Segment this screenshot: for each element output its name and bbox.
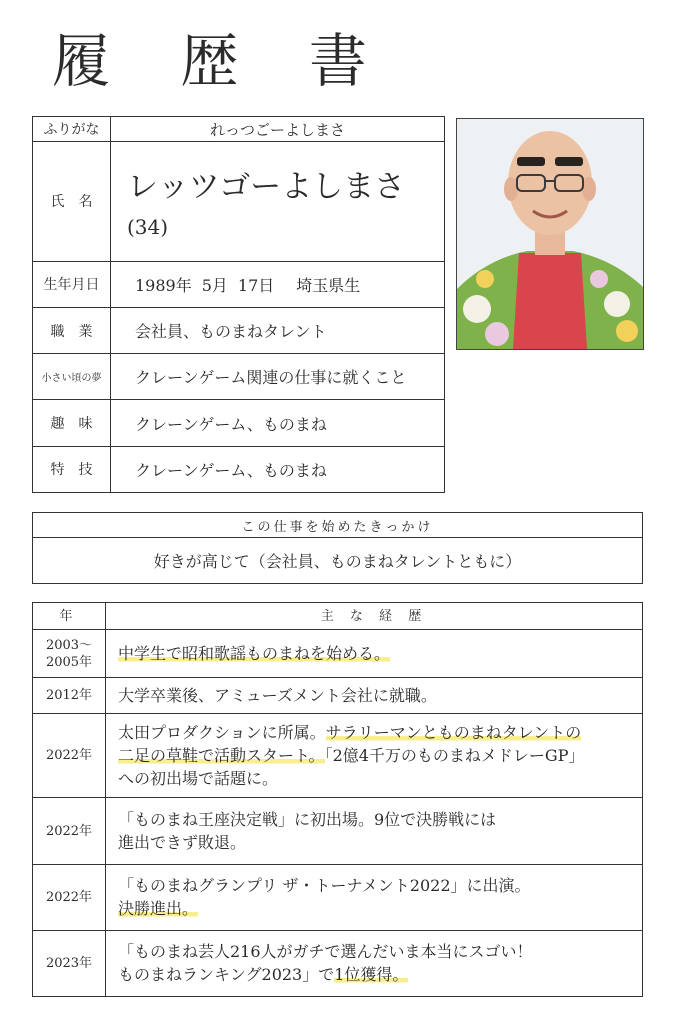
career-year: 2023年 (33, 930, 106, 996)
furigana-label: ふりがな (33, 117, 111, 142)
birth-row (33, 261, 445, 307)
history-header: 主 な 経 歴 (106, 603, 643, 630)
name-row (33, 142, 445, 262)
career-text: 「ものまね芸人216人がガチで選んだいま本当にスゴい！ ものまねランキング2023」で1位獲得。 (106, 930, 643, 996)
furigana-value: れっつごーよしまさ (111, 117, 445, 142)
page-title: 履 歴 書 (52, 27, 393, 95)
year-header: 年 (33, 603, 106, 630)
skill-row (33, 446, 445, 492)
name-value (111, 142, 445, 262)
job-row (33, 307, 445, 353)
birth-month: 5月 (201, 275, 228, 295)
hobby-row (33, 400, 445, 446)
motive-header: この仕事を始めたきっかけ (33, 513, 643, 538)
job-label: 職 業 (33, 307, 111, 353)
career-text: 大学卒業後、アミューズメント会社に就職。 (106, 678, 643, 714)
age: (34) (127, 214, 169, 239)
table-row (33, 630, 643, 678)
table-row (33, 678, 643, 714)
motive-box (32, 512, 643, 584)
birth-year: 1989年 (135, 275, 192, 295)
job-value: 会社員、ものまねタレント (111, 307, 445, 353)
career-text: 太田プロダクションに所属。サラリーマンとものまねタレントの 二足の草鞋で活動スタート。「2億4千万のものまねメドレーGP」 への初出場で話題に。 (106, 714, 643, 798)
career-year: 2003〜 2005年 (33, 630, 106, 678)
skill-value: クレーンゲーム、ものまね (111, 446, 445, 492)
career-header-row (33, 603, 643, 630)
furigana-row (33, 117, 445, 142)
career-year: 2022年 (33, 864, 106, 930)
career-text: 「ものまね王座決定戦」に初出場。9位で決勝戦には 進出できず敗退。 (106, 798, 643, 864)
hobby-value: クレーンゲーム、ものまね (111, 400, 445, 446)
career-year: 2022年 (33, 714, 106, 798)
table-row (33, 930, 643, 996)
career-year: 2022年 (33, 798, 106, 864)
name-label: 氏 名 (33, 142, 111, 262)
motive-text: 好きが高じて（会社員、ものまねタレントともに） (33, 538, 643, 584)
hobby-label: 趣 味 (33, 400, 111, 446)
portrait-illustration (457, 119, 643, 349)
dream-label: 小さい頃の夢 (33, 354, 111, 400)
career-table (32, 602, 643, 997)
career-year: 2012年 (33, 678, 106, 714)
table-row (33, 864, 643, 930)
birth-value (111, 261, 445, 307)
birth-day: 17日 (237, 275, 275, 295)
profile-table (32, 116, 445, 493)
portrait-photo (456, 118, 644, 350)
dream-row (33, 354, 445, 400)
dream-value: クレーンゲーム関連の仕事に就くこと (111, 354, 445, 400)
career-text: 中学生で昭和歌謡ものまねを始める。 (106, 630, 643, 678)
career-text: 「ものまねグランプリ ザ・トーナメント2022」に出演。 決勝進出。 (106, 864, 643, 930)
table-row (33, 798, 643, 864)
table-row (33, 714, 643, 798)
birthplace: 埼玉県生 (296, 275, 361, 295)
birth-label: 生年月日 (33, 261, 111, 307)
full-name: レッツゴーよしまさ (127, 168, 406, 205)
skill-label: 特 技 (33, 446, 111, 492)
